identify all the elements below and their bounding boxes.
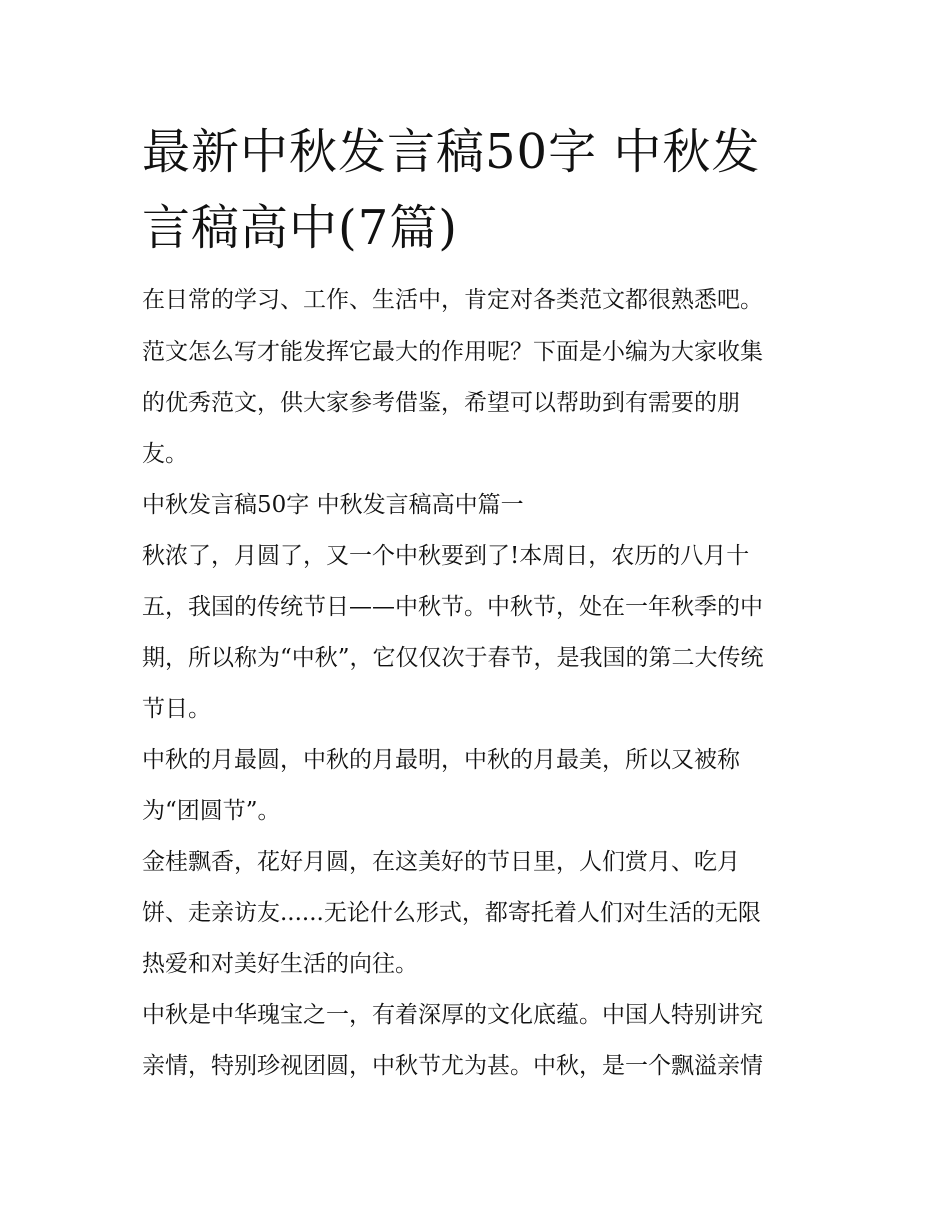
title-line-2: 言稿高中(7篇) [142,200,458,256]
body-line: 期，所以称为“中秋”，它仅仅次于春节，是我国的第二大传统 [142,645,764,671]
body-line: 亲情，特别珍视团圆，中秋节尤为甚。中秋，是一个飘溢亲情 [142,1053,763,1079]
body-line: 中秋是中华瑰宝之一，有着深厚的文化底蕴。中国人特别讲究 [142,1002,763,1028]
body-line: 友。 [142,441,188,467]
body-line: 为“团圆节”。 [142,798,281,824]
body-line: 范文怎么写才能发挥它最大的作用呢？下面是小编为大家收集 [142,339,763,365]
document-title [142,114,822,266]
title-line-1: 最新中秋发言稿50字 中秋发 [142,124,761,180]
body-line: 金桂飘香，花好月圆，在这美好的节日里，人们赏月、吃月 [142,849,740,875]
section-heading: 中秋发言稿50字 中秋发言稿高中篇一 [142,492,524,518]
body-line: 节日。 [142,696,211,722]
body-line: 饼、走亲访友......无论什么形式，都寄托着人们对生活的无限 [142,900,761,926]
body-line: 的优秀范文，供大家参考借鉴，希望可以帮助到有需要的朋 [142,390,740,416]
body-line: 五，我国的传统节日——中秋节。中秋节，处在一年秋季的中 [142,594,763,620]
body-line: 中秋的月最圆，中秋的月最明，中秋的月最美，所以又被称 [142,747,740,773]
body-line: 在日常的学习、工作、生活中，肯定对各类范文都很熟悉吧。 [142,287,763,313]
body-line: 热爱和对美好生活的向往。 [142,951,418,977]
body-line: 秋浓了，月圆了，又一个中秋要到了!本周日，农历的八月十 [142,543,750,569]
